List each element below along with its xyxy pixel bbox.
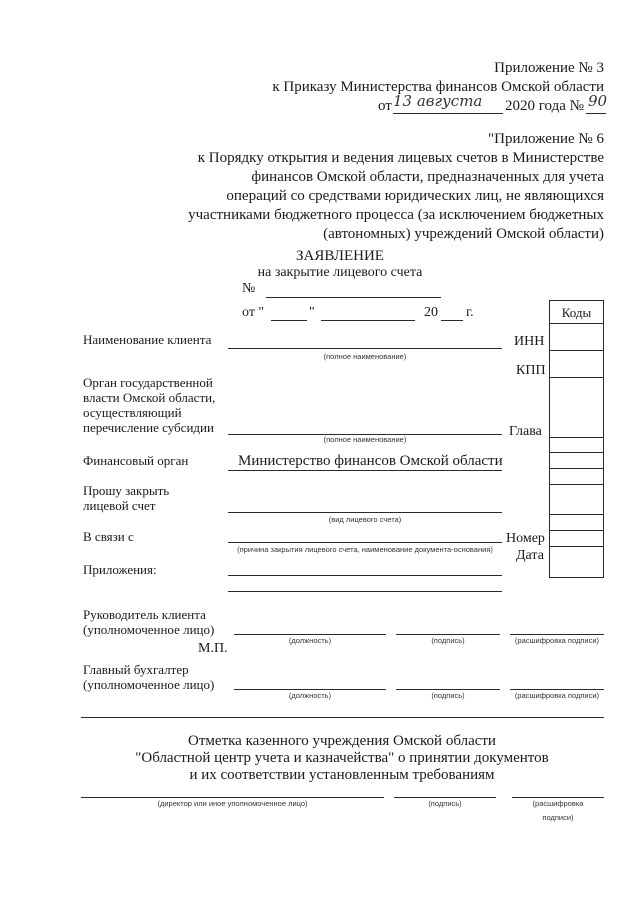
client-name-line[interactable] [228, 348, 502, 349]
director-line[interactable] [81, 797, 384, 798]
mp-label: М.П. [198, 641, 228, 656]
authority-caption: (полное наименование) [323, 435, 407, 444]
date-year-suffix: г. [466, 305, 474, 320]
request-label-line-1: Прошу закрыть [83, 483, 170, 498]
date-underline [393, 113, 503, 114]
date-year-prefix: 20 [424, 305, 438, 320]
head-signature-line[interactable] [396, 634, 500, 635]
code-row-divider [549, 452, 604, 453]
reason-caption: (причина закрытия лицевого счета, наименование документа-основания) [237, 545, 493, 554]
head-signature-caption: (подпись) [431, 636, 465, 645]
fin-body-line[interactable] [228, 470, 502, 471]
codes-bottom-border [549, 577, 604, 578]
reason-label: В связи с [83, 529, 134, 544]
authority-label-line-2: власти Омской области, [83, 390, 216, 405]
account-type-caption: (вид лицевого счета) [328, 515, 402, 524]
appendix3-from-label: от [378, 98, 392, 114]
accountant-position-line[interactable] [234, 689, 386, 690]
glava-label: Глава [509, 424, 542, 439]
statement-number-line[interactable] [266, 297, 441, 298]
codes-header: Коды [561, 305, 592, 320]
client-name-caption: (полное наименование) [323, 352, 407, 361]
accountant-label-line-1: Главный бухгалтер [83, 662, 189, 677]
account-type-line[interactable] [228, 512, 502, 513]
statement-number-label: № [242, 281, 256, 296]
accountant-decoding-line[interactable] [510, 689, 604, 690]
authority-label-line-4: перечисление субсидии [83, 420, 214, 435]
accountant-signature-line[interactable] [396, 689, 500, 690]
kpp-label: КПП [516, 363, 546, 378]
head-position-line[interactable] [234, 634, 386, 635]
reason-line[interactable] [228, 542, 502, 543]
head-decoding-line[interactable] [510, 634, 604, 635]
attachments-line-1[interactable] [228, 575, 502, 576]
treasury-line-1: Отметка казенного учреждения Омской области [188, 733, 496, 749]
treasury-signature-line[interactable] [394, 797, 496, 798]
code-row-divider [549, 468, 604, 469]
appendix6-line-1: к Порядку открытия и ведения лицевых счетов в Министерстве [197, 150, 604, 166]
treasury-decoding-line[interactable] [512, 797, 604, 798]
head-position-caption: (должность) [288, 636, 332, 645]
fin-body-value: Министерство финансов Омской области [238, 453, 503, 469]
accountant-signature-caption: (подпись) [431, 691, 465, 700]
fin-body-label: Финансовый орган [83, 453, 189, 468]
attachments-label: Приложения: [83, 562, 157, 577]
appendix6-title: "Приложение № 6 [488, 131, 604, 147]
handwritten-number: 90 [588, 92, 608, 110]
code-row-divider [549, 437, 604, 438]
codes-column-right-border [603, 300, 604, 577]
code-row-divider [549, 350, 604, 351]
statement-title: ЗАЯВЛЕНИЕ [296, 248, 384, 264]
treasury-signature-caption: (подпись) [428, 799, 462, 808]
appendix3-year-text: 2020 года № [505, 98, 584, 114]
code-row-divider [549, 323, 604, 324]
appendix3-title: Приложение № 3 [494, 60, 604, 76]
head-label-line-1: Руководитель клиента [83, 607, 206, 622]
statement-subtitle: на закрытие лицевого счета [257, 265, 423, 280]
appendix6-line-3: операций со средствами юридических лиц, не являющихся [226, 188, 604, 204]
date-month-line[interactable] [321, 320, 415, 321]
head-label-line-2: (уполномоченное лицо) [83, 622, 215, 637]
inn-label: ИНН [514, 334, 545, 349]
treasury-decoding-caption-2: подписи) [542, 813, 574, 822]
code-row-divider [549, 514, 604, 515]
appendix6-line-2: финансов Омской области, предназначенных для учета [251, 169, 604, 185]
code-row-divider [549, 530, 604, 531]
client-name-label: Наименование клиента [83, 332, 212, 347]
attachments-line-2[interactable] [228, 591, 502, 592]
codes-top-border [549, 300, 604, 301]
data-label: Дата [516, 548, 544, 563]
treasury-line-2: "Областной центр учета и казначейства" о принятии документов [135, 750, 549, 766]
appendix6-line-4: участниками бюджетного процесса (за исключением бюджетных [188, 207, 604, 223]
appendix6-line-5: (автономных) учреждений Омской области) [323, 226, 604, 242]
treasury-decoding-caption-1: (расшифровка [532, 799, 584, 808]
date-day-line[interactable] [271, 320, 307, 321]
section-divider [81, 717, 604, 718]
authority-label-line-3: осуществляющий [83, 405, 182, 420]
accountant-label-line-2: (уполномоченное лицо) [83, 677, 215, 692]
code-row-divider [549, 546, 604, 547]
accountant-position-caption: (должность) [288, 691, 332, 700]
nomer-label: Номер [506, 531, 545, 546]
treasury-line-3: и их соответствии установленным требованиям [189, 767, 495, 783]
date-from-label: от " [242, 305, 265, 320]
request-label-line-2: лицевой счет [83, 498, 156, 513]
code-row-divider [549, 484, 604, 485]
handwritten-date: 13 августа [393, 92, 483, 110]
date-quote-close: " [309, 305, 315, 320]
accountant-decoding-caption: (расшифровка подписи) [514, 691, 600, 700]
authority-label-line-1: Орган государственной [83, 375, 213, 390]
number-underline [586, 113, 606, 114]
date-year-line[interactable] [441, 320, 463, 321]
codes-column-left-border [549, 300, 550, 577]
appendix3-order-line: к Приказу Министерства финансов Омской области [272, 79, 604, 95]
head-decoding-caption: (расшифровка подписи) [514, 636, 600, 645]
director-caption: (директор или иное уполномоченное лицо) [157, 799, 308, 808]
code-row-divider [549, 377, 604, 378]
